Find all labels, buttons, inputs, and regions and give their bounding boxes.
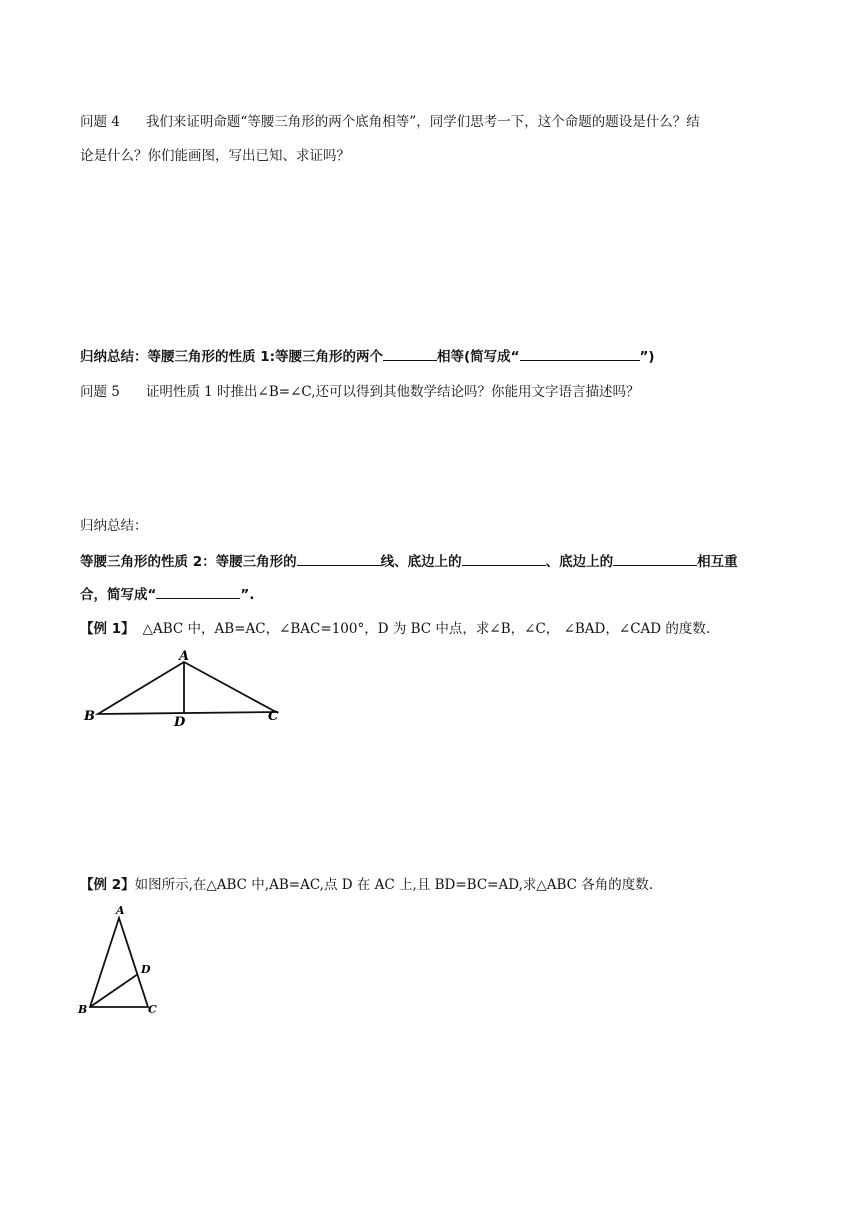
example1-tag: 【例 1】 xyxy=(80,621,135,637)
label-a: A xyxy=(116,904,125,917)
problem5-label: 问题 5 xyxy=(80,384,120,400)
summary1-line xyxy=(80,346,655,367)
summary2-blank1 xyxy=(297,551,381,566)
summary1-blank1 xyxy=(383,346,437,361)
problem4-line2 xyxy=(80,146,350,166)
summary2-part3: 、底边上的 xyxy=(545,554,614,570)
example2-text: 如图所示,在△ABC 中,AB=AC,点 D 在 AC 上,且 BD=BC=AD,求△ABC 各角的度数. xyxy=(134,877,654,893)
label-c: C xyxy=(148,1003,157,1016)
label-a: A xyxy=(179,649,190,664)
example2-triangle-diagram xyxy=(74,902,174,1020)
summary2-part2: 线、底边上的 xyxy=(380,554,462,570)
summary2-heading: 归纳总结： xyxy=(80,518,148,534)
summary2-blank4 xyxy=(156,584,240,599)
summary2-blank3 xyxy=(613,551,697,566)
problem4-text1: 我们来证明命题“等腰三角形的两个底角相等”，同学们思考一下，这个命题的题设是什么？结 xyxy=(145,114,700,130)
example1-text: △ABC 中，AB=AC，∠BAC=100°，D 为 BC 中点，求∠B，∠C， ∠BAD，∠CAD 的度数. xyxy=(142,621,711,637)
label-b: B xyxy=(84,709,95,724)
summary2-blank2 xyxy=(462,551,546,566)
summary1-suffix: ”) xyxy=(639,349,655,365)
summary2-line1 xyxy=(80,551,738,572)
problem5-line xyxy=(80,382,640,402)
label-d: D xyxy=(141,963,151,976)
problem4-line1 xyxy=(80,112,700,132)
summary2-line2 xyxy=(80,584,254,605)
example2-tag: 【例 2】 xyxy=(80,877,135,893)
label-d: D xyxy=(174,715,186,730)
summary2-part4: 相互重 xyxy=(697,554,738,570)
summary1-prefix: 归纳总结：等腰三角形的性质 1:等腰三角形的两个 xyxy=(80,349,383,365)
summary1-blank2 xyxy=(520,346,640,361)
segment-bd xyxy=(90,974,138,1007)
label-b: B xyxy=(78,1003,88,1016)
problem4-label: 问题 4 xyxy=(80,114,120,130)
problem5-text: 证明性质 1 时推出∠B=∠C,还可以得到其他数学结论吗？你能用文字语言描述吗？ xyxy=(145,384,640,400)
example1-triangle-diagram xyxy=(80,648,290,732)
summary2-line2-suffix: ”. xyxy=(240,587,255,603)
summary2-line2-prefix: 合，简写成“ xyxy=(80,587,157,603)
example1-line xyxy=(80,619,710,639)
problem4-text2: 论是什么？你们能画图，写出已知、求证吗？ xyxy=(80,148,350,164)
example2-figure xyxy=(74,902,174,1020)
summary2-part1: 等腰三角形的性质 2：等腰三角形的 xyxy=(80,554,297,570)
triangle-abc xyxy=(98,662,276,714)
example2-line xyxy=(80,875,653,895)
triangle-abc xyxy=(90,918,148,1007)
summary1-middle: 相等(简写成“ xyxy=(437,349,520,365)
example1-figure xyxy=(80,648,290,732)
label-c: C xyxy=(268,709,279,724)
